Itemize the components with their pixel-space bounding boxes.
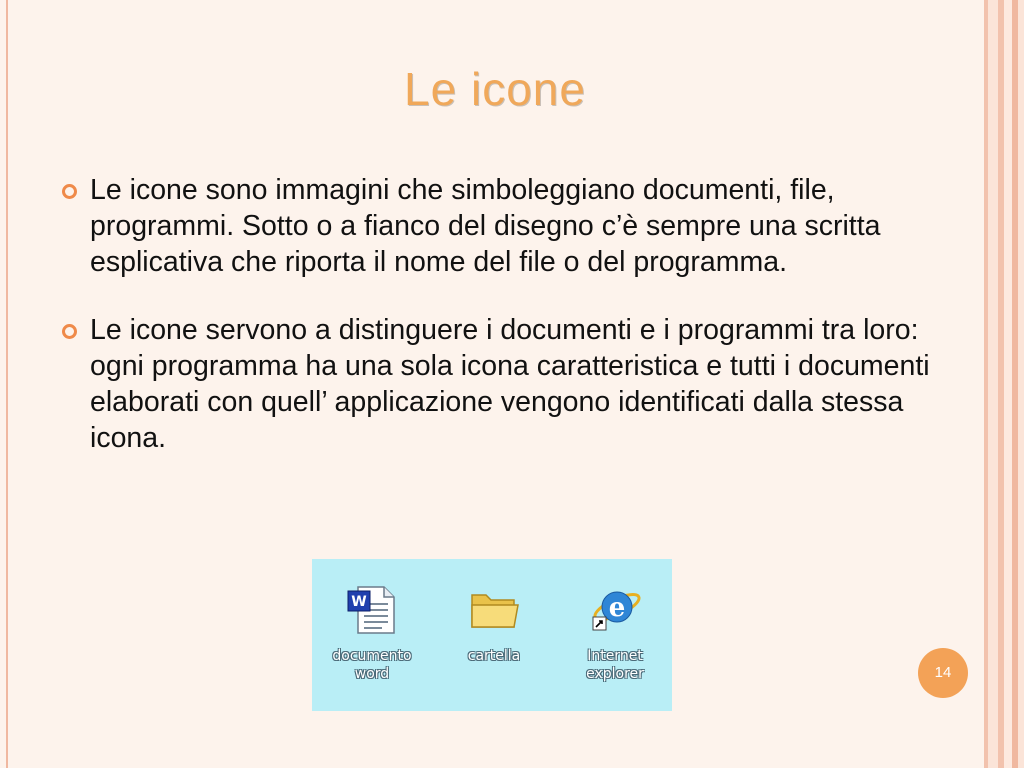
bullet-marker-icon — [62, 324, 77, 339]
icon-label: Internet explorer — [586, 648, 644, 682]
slide-title: Le icone — [404, 63, 586, 115]
internet-explorer-icon — [587, 583, 643, 635]
desktop-icons-image — [312, 559, 672, 711]
svg-text:e: e — [608, 593, 626, 623]
page-number-badge: 14 — [918, 648, 968, 698]
desktop-icon-folder[interactable] — [439, 583, 549, 665]
bullet-marker-icon — [62, 184, 77, 199]
svg-text:W: W — [351, 594, 367, 610]
bullet-list — [62, 172, 942, 488]
icon-label: cartella — [467, 648, 521, 664]
word-document-icon — [344, 583, 400, 635]
desktop-icon-internet-explorer[interactable] — [560, 583, 670, 683]
folder-icon — [466, 583, 522, 635]
bullet-text: Le icone servono a distinguere i documenti e i programmi tra loro: ogni programma ha una sola icona caratteristica e tutti i documenti elaborati con quell’ applicazione vengono identificati dalla stessa icona. — [90, 314, 930, 454]
desktop-icon-word[interactable] — [317, 583, 427, 683]
bullet-text: Le icone sono immagini che simboleggiano documenti, file, programmi. Sotto o a fianco del disegno c’è sempre una scritta esplicativa che riporta il nome del file o del programma. — [90, 174, 881, 278]
bullet-item — [62, 312, 942, 456]
bullet-item — [62, 172, 942, 280]
icon-label: documento word — [332, 648, 412, 682]
